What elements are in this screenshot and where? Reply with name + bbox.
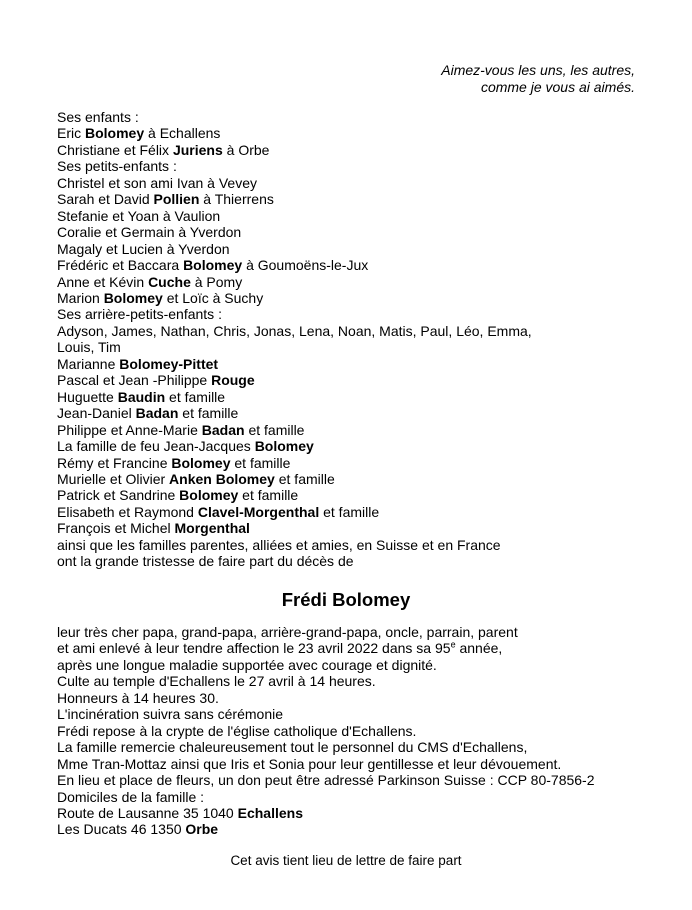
text-segment: Culte au temple d'Echallens le 27 avril à 14 heures. [57, 673, 376, 690]
family-line [57, 405, 657, 421]
text-segment: Route de Lausanne 35 1040 [57, 804, 238, 821]
footer-note: Cet avis tient lieu de lettre de faire part [230, 853, 462, 868]
family-line [57, 109, 657, 125]
text-segment: Ses petits-enfants : [57, 158, 177, 175]
deceased-name: Frédi Bolomey [281, 589, 411, 610]
bold-name: Bolomey [171, 454, 231, 471]
text-segment: Ses enfants : [57, 109, 139, 125]
text-segment: En lieu et place de fleurs, un don peut être adressé Parkinson Suisse : CCP 80-7856-2 [57, 772, 595, 789]
bold-name: Clavel-Morgenthal [197, 503, 320, 520]
bold-name: Bolomey [183, 257, 243, 274]
text-segment: Patrick et Sandrine [57, 487, 180, 504]
body-line [57, 821, 667, 837]
text-segment: Magaly et Lucien à Yverdon [57, 240, 230, 257]
text-segment: Philippe et Anne-Marie [57, 421, 202, 438]
family-line [57, 274, 657, 290]
family-line [57, 142, 657, 158]
family-line [57, 158, 657, 174]
text-segment: Marion [57, 289, 104, 306]
text-segment: après une longue maladie supportée avec courage et dignité. [57, 656, 437, 673]
text-segment: à Pomy [190, 273, 243, 290]
body-line [57, 805, 667, 821]
text-segment: Stefanie et Yoan à Vaulion [57, 207, 221, 224]
text-segment: Eric [57, 125, 85, 142]
family-line [57, 339, 657, 355]
family-line [57, 125, 657, 141]
bold-name: Anken Bolomey [169, 470, 275, 487]
text-segment: et famille [238, 487, 299, 504]
text-segment: Frédéric et Baccara [57, 257, 184, 274]
text-segment: à Thierrens [199, 191, 274, 208]
family-line [57, 306, 657, 322]
bold-name: Bolomey [179, 487, 239, 504]
bold-name: Bolomey [103, 289, 163, 306]
family-line [57, 356, 657, 372]
bold-name: Baudin [117, 388, 166, 405]
family-line [57, 455, 657, 471]
family-line [57, 553, 657, 569]
text-segment: Anne et Kévin [57, 273, 149, 290]
text-segment: à Echallens [144, 125, 221, 142]
text-segment: année, [455, 640, 503, 657]
text-segment: Pascal et Jean -Philippe [57, 372, 212, 389]
text-segment: L'incinération suivra sans cérémonie [57, 706, 284, 723]
text-segment: Elisabeth et Raymond [57, 503, 198, 520]
text-segment: Domiciles de la famille : [57, 788, 205, 805]
family-line [57, 175, 657, 191]
body-line [57, 723, 667, 739]
family-line [57, 208, 657, 224]
text-segment: ainsi que les familles parentes, alliées et amies, en Suisse et en France [57, 536, 501, 553]
body-line [57, 772, 667, 788]
text-segment: et Loïc à Suchy [162, 289, 264, 306]
text-segment: La famille de feu Jean-Jacques [57, 438, 255, 455]
family-line [57, 389, 657, 405]
family-line [57, 471, 657, 487]
family-line [57, 241, 657, 257]
family-line [57, 191, 657, 207]
bold-name: Bolomey-Pittet [119, 355, 219, 372]
body-line [57, 657, 667, 673]
text-segment: Louis, Tim [57, 339, 121, 356]
text-segment: Coralie et Germain à Yverdon [57, 224, 242, 241]
bold-name: Juriens [172, 141, 223, 158]
bold-name: Pollien [153, 191, 200, 208]
bold-name: Morgenthal [174, 520, 250, 537]
family-line [57, 504, 657, 520]
quote-line-1: Aimez-vous les uns, les autres, [441, 62, 635, 78]
text-segment: La famille remercie chaleureusement tout le personnel du CMS d'Echallens, [57, 739, 528, 756]
family-line [57, 487, 657, 503]
text-segment: Jean-Daniel [57, 405, 136, 422]
family-line [57, 323, 657, 339]
body-line [57, 690, 667, 706]
family-line [57, 372, 657, 388]
text-segment: Frédi repose à la crypte de l'église catholique d'Echallens. [57, 722, 417, 739]
text-segment: à Goumoëns-le-Jux [242, 257, 369, 274]
body-line [57, 706, 667, 722]
body-line [57, 624, 667, 640]
text-segment: leur très cher papa, grand-papa, arrière-grand-papa, oncle, parrain, parent [57, 624, 518, 640]
family-line [57, 537, 657, 553]
text-segment: Christel et son ami Ivan à Vevey [57, 174, 257, 191]
bold-name: Cuche [148, 273, 191, 290]
text-segment: et famille [178, 405, 239, 422]
text-segment: et famille [274, 470, 335, 487]
announcement-body [57, 624, 667, 838]
bold-name: Rouge [211, 372, 255, 389]
superscript: e [450, 639, 456, 650]
body-line [57, 756, 667, 772]
text-segment: et famille [319, 503, 380, 520]
body-line [57, 789, 667, 805]
text-segment: Honneurs à 14 heures 30. [57, 689, 219, 706]
text-segment: Adyson, James, Nathan, Chris, Jonas, Lena, Noan, Matis, Paul, Léo, Emma, [57, 322, 532, 339]
text-segment: Christiane et Félix [57, 141, 173, 158]
text-segment: Murielle et Olivier [57, 470, 170, 487]
family-line [57, 290, 657, 306]
bold-name: Orbe [185, 821, 219, 838]
body-line [57, 640, 667, 656]
text-segment: à Orbe [222, 141, 270, 158]
text-segment: François et Michel [57, 520, 175, 537]
text-segment: ont la grande tristesse de faire part du décès de [57, 553, 354, 570]
bold-name: Echallens [237, 804, 303, 821]
text-segment: Marianne [57, 355, 120, 372]
text-segment: Les Ducats 46 1350 [57, 821, 186, 838]
family-line [57, 224, 657, 240]
text-segment: Mme Tran-Mottaz ainsi que Iris et Sonia pour leur gentillesse et leur dévouement. [57, 755, 562, 772]
family-list [57, 109, 657, 570]
bold-name: Bolomey [85, 125, 145, 142]
bold-name: Bolomey [254, 438, 314, 455]
family-line [57, 422, 657, 438]
epigraph-quote [441, 62, 635, 96]
family-line [57, 438, 657, 454]
text-segment: Huguette [57, 388, 118, 405]
family-line [57, 257, 657, 273]
bold-name: Badan [135, 405, 179, 422]
body-line [57, 739, 667, 755]
quote-line-2: comme je vous ai aimés. [480, 79, 635, 95]
body-line [57, 673, 667, 689]
text-segment: Rémy et Francine [57, 454, 172, 471]
text-segment: Ses arrière-petits-enfants : [57, 306, 222, 323]
family-line [57, 520, 657, 536]
text-segment: et famille [165, 388, 226, 405]
text-segment: et famille [244, 421, 305, 438]
text-segment: et ami enlevé à leur tendre affection le 23 avril 2022 dans sa 95 [57, 640, 451, 657]
text-segment: et famille [230, 454, 291, 471]
bold-name: Badan [201, 421, 245, 438]
text-segment: Sarah et David [57, 191, 154, 208]
